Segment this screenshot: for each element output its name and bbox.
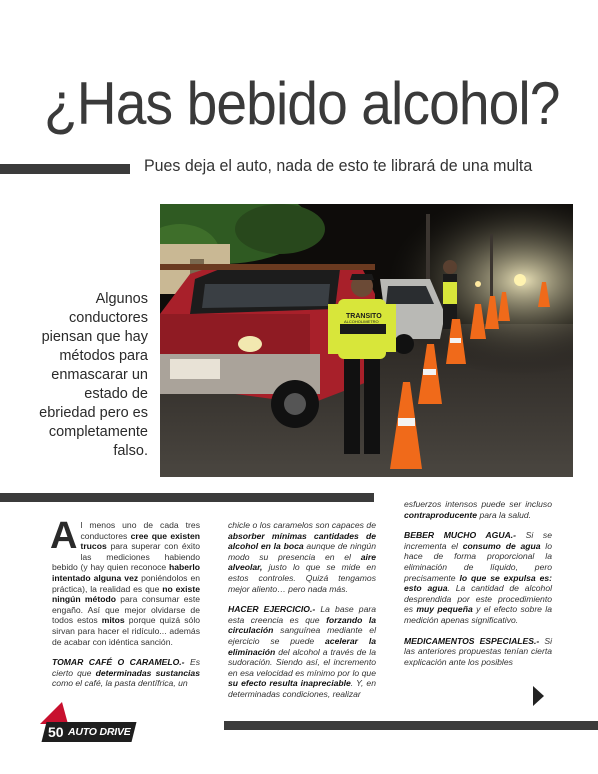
water-paragraph: BEBER MUCHO AGUA.- Si se incrementa el consumo de agua lo hace de forma proporcional la eliminación de líquido, pero precisamente lo que se expulsa es: esto agua. La cantidad de alcohol desprendida por este procedimiento es muy pequeña y el efecto sobre la medición apenas significativo. (404, 530, 553, 625)
headline: ¿Has bebido alcohol? (44, 70, 560, 137)
pull-quote: Algunos conductores piensan que hay métodos para enmascarar un estado de ebriedad pero es completamente falso. (39, 291, 148, 459)
footer-rule (224, 721, 598, 730)
drop-cap: A (50, 515, 78, 557)
headline-rule (0, 164, 130, 174)
magazine-logo (44, 718, 136, 746)
vest-subtext: ALCOHOLIMETRO (344, 319, 379, 324)
exercise-paragraph-cont: esfuerzos intensos puede ser incluso contraproducente para la salud. (404, 499, 552, 520)
medication-heading: MEDICAMENTOS ESPECIALES.- (404, 635, 540, 646)
text-column-2 (228, 520, 376, 710)
intro-paragraph: Al menos uno de cada tres conductores cree que existen trucos para superar con éxito las mediciones habiendo bebido (y hay quien reconoce haberlo intentado alguna vez poniéndolos en práctica), la realidad es que no existe ningún método para consumar este engaño. Así que mejor olvidarse de todos estos mitos porque quizá sólo sirvan para hacer el ridículo... además de acabar con idéntica sanción. (50, 515, 201, 647)
exercise-heading: HACER EJERCICIO.- (228, 604, 316, 615)
section-rule (0, 493, 374, 502)
medication-paragraph: MEDICAMENTOS ESPECIALES.- Si las anteriores propuestas tenían cierta explicación ante los posibles (404, 635, 552, 667)
coffee-heading: TOMAR CAFÉ O CARAMELO.- (52, 657, 185, 668)
text-column-3 (404, 499, 552, 677)
exercise-paragraph: HACER EJERCICIO.- La base para esta creencia es que forzando la circulación sanguínea mediante el ejercicio se puede acelerar la eliminación del alcohol a través de la sudoración. Siendo así, el incremento en esa velocidad es mínimo por lo que su efecto resulta inapreciable. Y, en determinadas condiciones, realizar (228, 604, 376, 699)
page-number: 50 (48, 724, 64, 740)
vest-text: TRANSITO (346, 313, 382, 320)
coffee-paragraph: TOMAR CAFÉ O CARAMELO.- Es cierto que determinadas sustancias como el café, la pasta dentífrica, un (52, 657, 200, 689)
continue-arrow-icon (533, 686, 544, 706)
checkpoint-photo (160, 204, 573, 477)
text-column-1 (50, 515, 201, 699)
subheadline: Pues deja el auto, nada de esto te librará de una multa (144, 156, 533, 175)
magazine-name: AUTO DRIVE (68, 726, 131, 738)
checkpoint-illustration (160, 204, 573, 477)
logo-flag-icon (40, 702, 76, 724)
water-heading: BEBER MUCHO AGUA.- (404, 530, 517, 541)
coffee-paragraph-cont: chicle o los caramelos son capaces de absorber mínimas cantidades de alcohol en la boca aunque de ningún modo su presencia en el aire alveolar, justo lo que se mide en estos controles. Quizá tengamos mejor aliento… pero nada más. (228, 520, 376, 594)
